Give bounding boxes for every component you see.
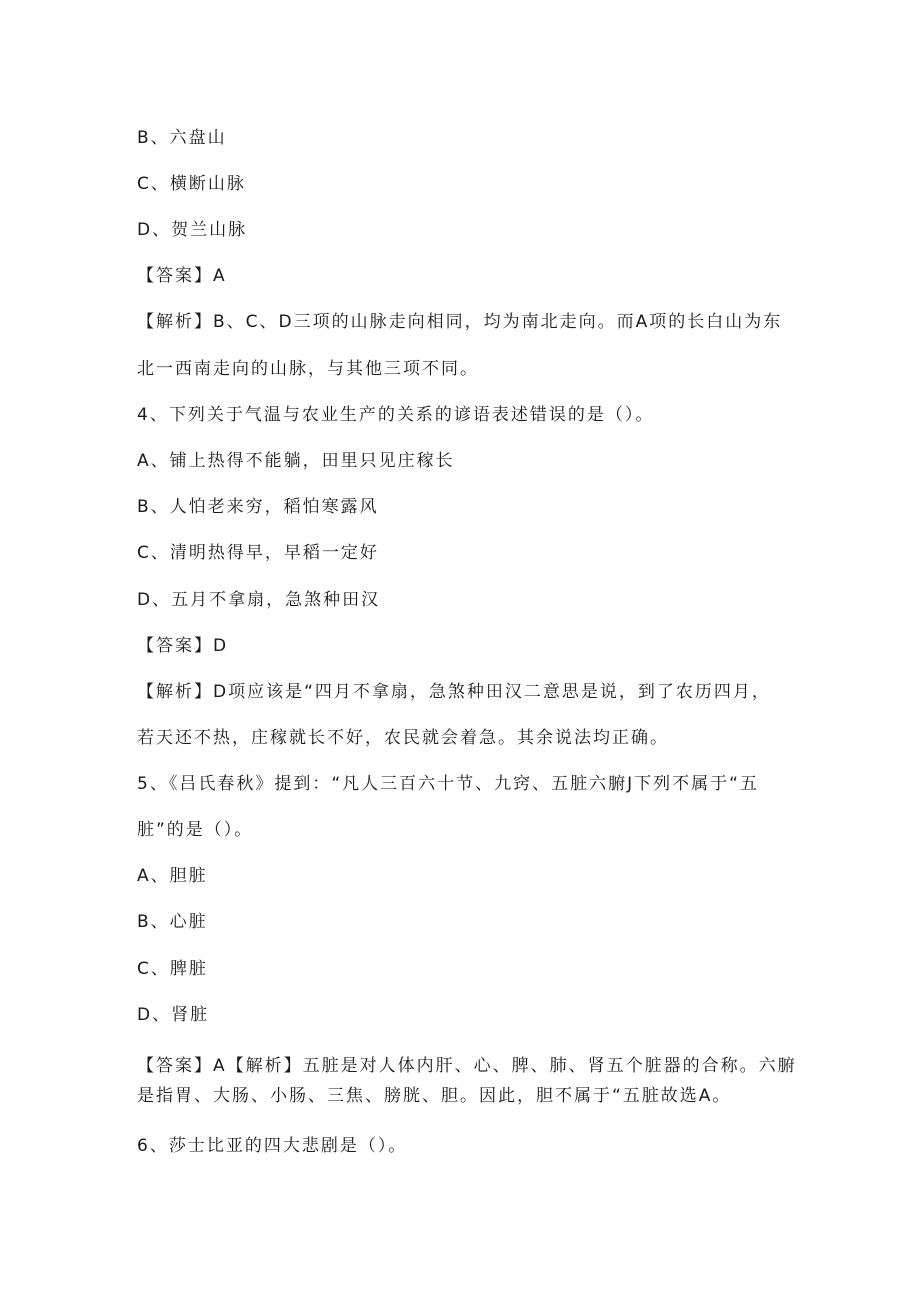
question-5: 5、《吕氏春秋》提到：“凡人三百六十节、九窍、五脏六腑J下列不属于“五 bbox=[137, 774, 759, 794]
option-b: B、人怕老来穷，稻怕寒露风 bbox=[137, 497, 379, 517]
answer: 【答案】A bbox=[137, 266, 227, 286]
explanation-continued: 北一西南走向的山脉，与其他三项不同。 bbox=[137, 359, 479, 379]
option-d: D、贺兰山脉 bbox=[137, 220, 248, 240]
explanation: 【解析】D项应该是“四月不拿扇，急煞种田汉二意思是说，到了农历四月， bbox=[137, 682, 771, 702]
question-4: 4、下列关于气温与农业生产的关系的谚语表述错误的是（）。 bbox=[137, 405, 655, 425]
answer: 【答案】D bbox=[137, 636, 229, 656]
explanation-continued: 是指胃、大肠、小肠、三焦、膀胱、胆。因此，胆不属于“五脏故选A。 bbox=[137, 1086, 732, 1106]
explanation-continued: 若天还不热，庄稼就长不好，农民就会着急。其余说法均正确。 bbox=[137, 728, 669, 748]
option-d: D、肾脏 bbox=[137, 1005, 210, 1025]
question-6: 6、莎士比亚的四大悲剧是（）。 bbox=[137, 1136, 408, 1156]
option-a: A、胆脏 bbox=[137, 866, 208, 886]
option-c: C、脾脏 bbox=[137, 959, 208, 979]
question-5-continued: 脏”的是（）。 bbox=[137, 820, 254, 840]
option-c: C、横断山脉 bbox=[137, 174, 246, 194]
option-b: B、六盘山 bbox=[137, 128, 227, 148]
option-a: A、铺上热得不能躺，田里只见庄稼长 bbox=[137, 451, 455, 471]
explanation: 【解析】B、C、D三项的山脉走向相同，均为南北走向。而A项的长白山为东 bbox=[137, 312, 783, 332]
option-b: B、心脏 bbox=[137, 912, 208, 932]
option-c: C、清明热得早，早稻一定好 bbox=[137, 543, 379, 563]
option-d: D、五月不拿扇，急煞种田汉 bbox=[137, 590, 381, 610]
answer-and-explanation: 【答案】A【解析】五脏是对人体内肝、心、脾、肺、肾五个脏器的合称。六腑 bbox=[137, 1056, 797, 1076]
